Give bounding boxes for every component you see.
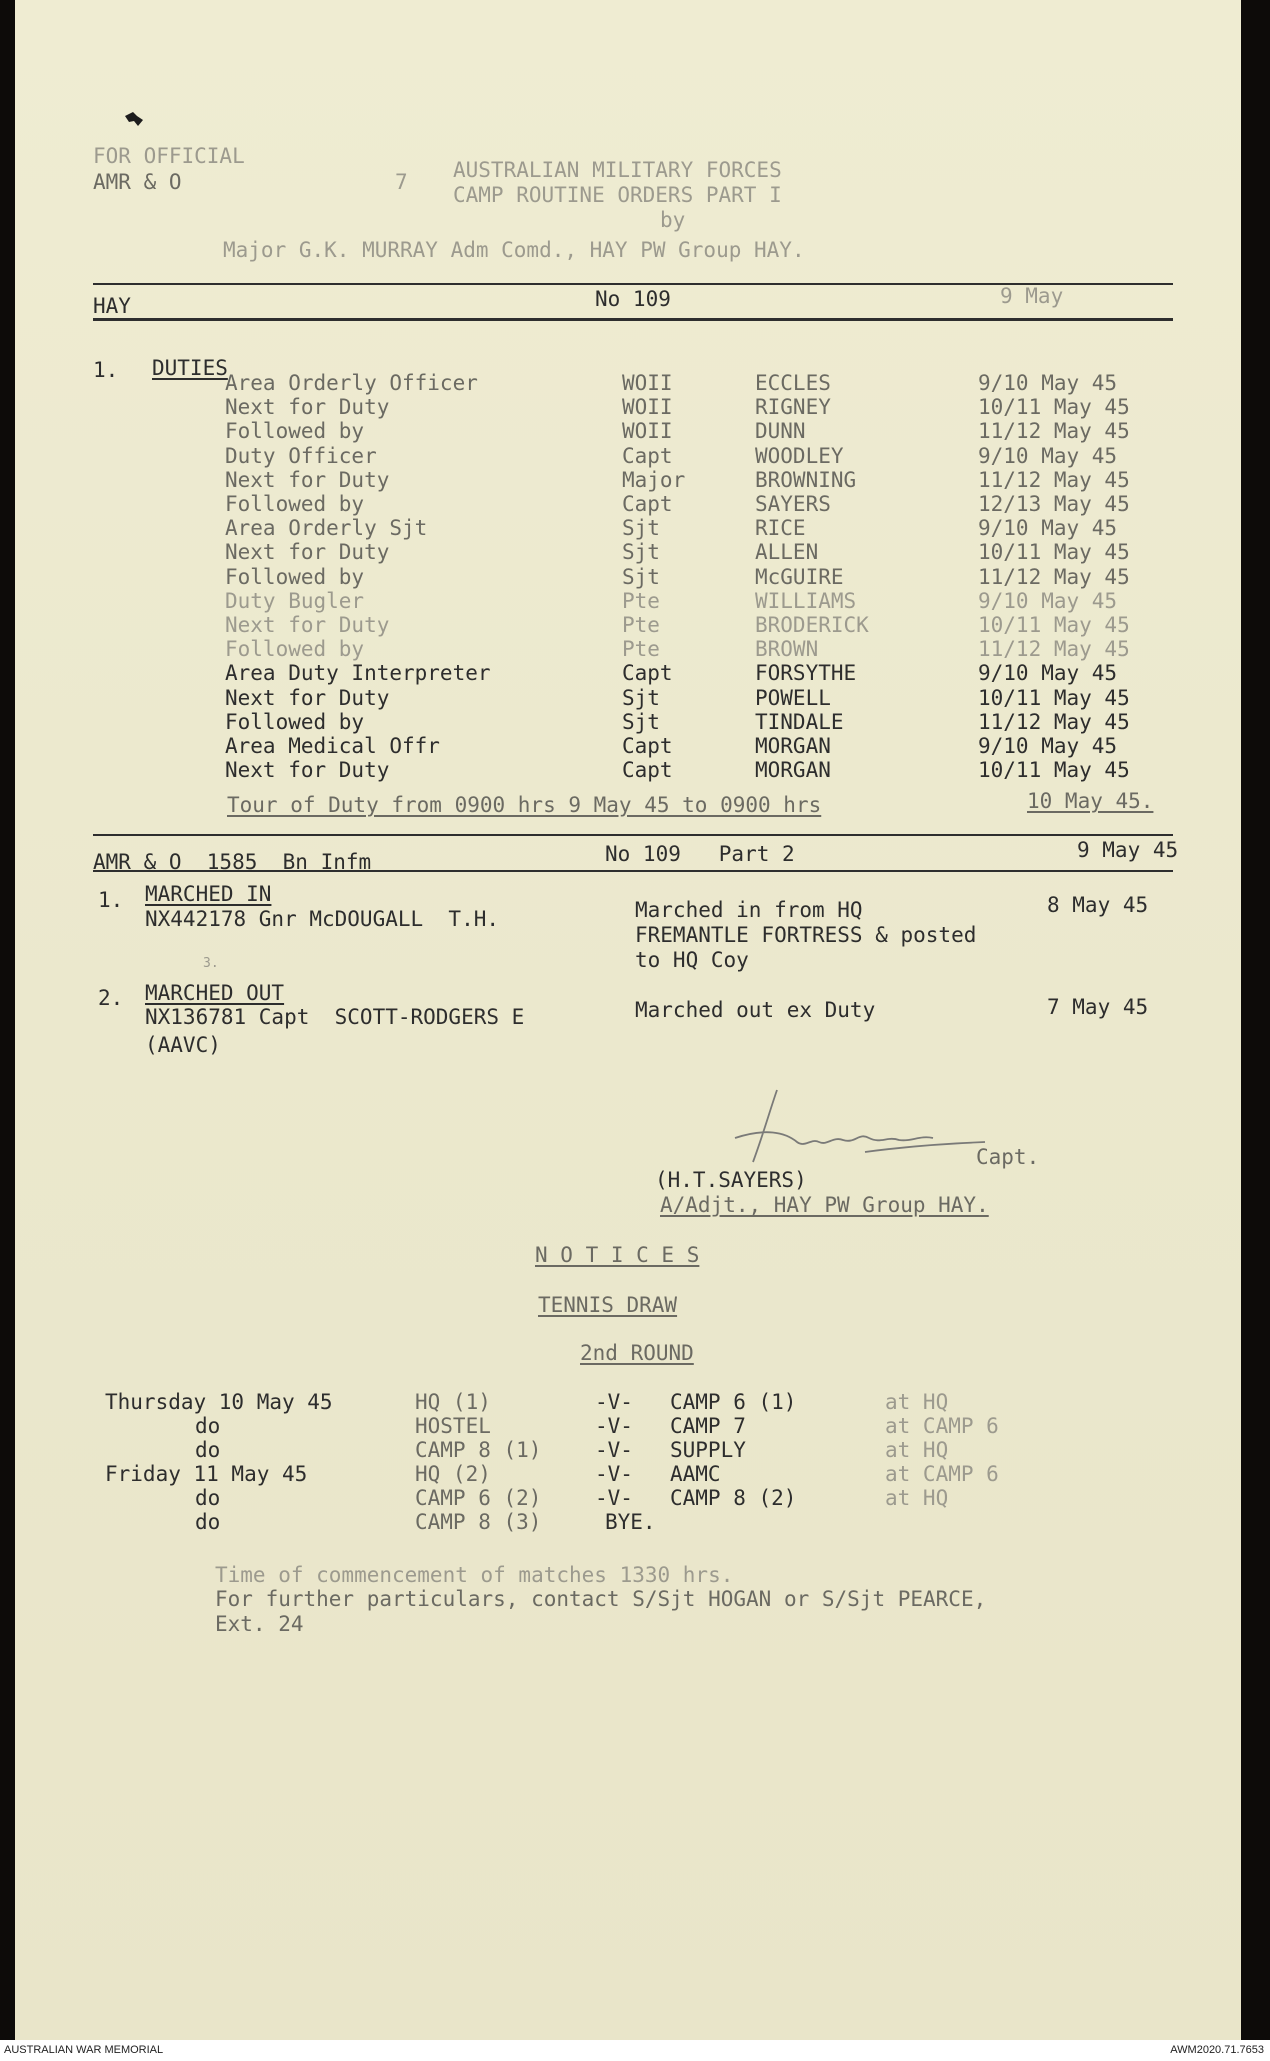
marched-out-unit: (AAVC) [145, 1033, 221, 1057]
match-day: do [195, 1438, 221, 1462]
match-day: do [195, 1414, 221, 1438]
footer-archive: AUSTRALIAN WAR MEMORIAL [4, 2044, 164, 2056]
duty-date: 10/11 May 45 [978, 540, 1130, 564]
duty-rank: Capt [622, 444, 673, 468]
duty-name: RICE [755, 516, 806, 540]
notice-contact: For further particulars, contact S/Sjt HOGAN or S/Sjt PEARCE, [215, 1587, 987, 1611]
duty-name: ALLEN [755, 540, 819, 564]
duty-rank: Sjt [622, 540, 660, 564]
duty-rank: Sjt [622, 516, 660, 540]
match-versus: -V- [595, 1462, 633, 1486]
duty-name: WILLIAMS [755, 589, 857, 613]
part2-rule-bottom [93, 870, 1173, 872]
signature-name: (H.T.SAYERS) [655, 1168, 807, 1192]
duty-name: BROWN [755, 637, 819, 661]
order-place: HAY [93, 294, 131, 318]
match-day: do [195, 1510, 221, 1534]
duty-rank: Sjt [622, 686, 660, 710]
match-venue: at CAMP 6 [885, 1462, 999, 1486]
document-page [15, 0, 1241, 2040]
duty-date: 9/10 May 45 [978, 371, 1118, 395]
duty-name: FORSYTHE [755, 661, 857, 685]
match-home: CAMP 6 (2) [415, 1486, 542, 1510]
duty-name: DUNN [755, 419, 806, 443]
duty-role: Duty Officer [225, 444, 377, 468]
marched-in-date: 8 May 45 [1047, 893, 1149, 917]
marched-out-detail: Marched out ex Duty [635, 998, 876, 1022]
match-venue: at HQ [885, 1486, 949, 1510]
duty-rank: Capt [622, 734, 673, 758]
duty-rank: WOII [622, 371, 673, 395]
match-away: AAMC [670, 1462, 721, 1486]
notice-extension: Ext. 24 [215, 1612, 304, 1636]
duty-role: Followed by [225, 419, 365, 443]
match-venue: at HQ [885, 1438, 949, 1462]
duty-role: Area Medical Offr [225, 734, 440, 758]
header-subtitle: CAMP ROUTINE ORDERS PART I [453, 183, 782, 207]
duty-date: 9/10 May 45 [978, 661, 1118, 685]
duty-role: Next for Duty [225, 613, 390, 637]
match-day: Thursday 10 May 45 [105, 1390, 333, 1414]
marched-in-detail-1: Marched in from HQ [635, 898, 863, 922]
marched-in-detail-2: FREMANTLE FORTRESS & posted [635, 923, 977, 947]
duty-rank: Sjt [622, 710, 660, 734]
marched-out-number: 2. [98, 986, 124, 1010]
footer-reference: AWM2020.71.7653 [1170, 2044, 1264, 2056]
match-away: CAMP 6 (1) [670, 1390, 797, 1414]
duty-date: 11/12 May 45 [978, 637, 1130, 661]
match-home: HOSTEL [415, 1414, 491, 1438]
match-day: Friday 11 May 45 [105, 1462, 308, 1486]
duty-role: Next for Duty [225, 395, 390, 419]
duty-name: SAYERS [755, 492, 831, 516]
header-classification: FOR OFFICIAL [93, 144, 245, 168]
notice-start-time: Time of commencement of matches 1330 hrs. [215, 1563, 734, 1587]
duty-rank: Pte [622, 613, 660, 637]
marched-in-heading: MARCHED IN [145, 882, 272, 906]
duty-rank: WOII [622, 395, 673, 419]
match-away: SUPPLY [670, 1438, 746, 1462]
match-versus: -V- [595, 1414, 633, 1438]
duty-rank: Pte [622, 589, 660, 613]
match-versus: -V- [595, 1390, 633, 1414]
match-venue: at HQ [885, 1390, 949, 1414]
part2-number: No 109 Part 2 [605, 842, 795, 866]
duty-role: Followed by [225, 710, 365, 734]
duty-role: Area Duty Interpreter [225, 661, 491, 685]
marched-out-date: 7 May 45 [1047, 995, 1149, 1019]
duty-name: McGUIRE [755, 565, 844, 589]
duty-role: Duty Bugler [225, 589, 365, 613]
match-versus: -V- [595, 1438, 633, 1462]
header-series: AMR & O [93, 170, 182, 194]
header-author: Major G.K. MURRAY Adm Comd., HAY PW Group HAY. [223, 238, 805, 262]
duty-date: 12/13 May 45 [978, 492, 1130, 516]
match-home: HQ (2) [415, 1462, 491, 1486]
duty-date: 9/10 May 45 [978, 734, 1118, 758]
duty-role: Followed by [225, 492, 365, 516]
match-away: BYE. [605, 1510, 656, 1534]
match-away: CAMP 8 (2) [670, 1486, 797, 1510]
duty-rank: Capt [622, 758, 673, 782]
duties-tour-end: 10 May 45. [1027, 789, 1154, 813]
duty-date: 10/11 May 45 [978, 395, 1130, 419]
duty-name: BROWNING [755, 468, 857, 492]
duty-date: 9/10 May 45 [978, 516, 1118, 540]
duty-name: POWELL [755, 686, 831, 710]
signature-rank: Capt. [976, 1145, 1040, 1169]
marched-out-heading: MARCHED OUT [145, 981, 285, 1005]
ink-blot-icon [123, 110, 145, 128]
marched-in-detail-3: to HQ Coy [635, 948, 749, 972]
marched-in-stray-mark: 3. [203, 956, 219, 971]
duties-number: 1. [93, 358, 119, 382]
duty-rank: WOII [622, 419, 673, 443]
duty-name: BRODERICK [755, 613, 869, 637]
match-away: CAMP 7 [670, 1414, 746, 1438]
duty-rank: Pte [622, 637, 660, 661]
match-home: CAMP 8 (1) [415, 1438, 542, 1462]
tennis-round: 2nd ROUND [580, 1341, 694, 1365]
duty-role: Area Orderly Sjt [225, 516, 428, 540]
duty-rank: Sjt [622, 565, 660, 589]
signature-title: A/Adjt., HAY PW Group HAY. [660, 1193, 989, 1217]
header-by: by [660, 208, 686, 232]
duty-role: Area Orderly Officer [225, 371, 478, 395]
duty-date: 9/10 May 45 [978, 444, 1118, 468]
duty-name: WOODLEY [755, 444, 844, 468]
duty-date: 11/12 May 45 [978, 710, 1130, 734]
marched-in-person: NX442178 Gnr McDOUGALL T.H. [145, 907, 500, 931]
order-date: 9 May [1000, 284, 1064, 308]
duty-rank: Major [622, 468, 686, 492]
duty-date: 11/12 May 45 [978, 468, 1130, 492]
duty-role: Followed by [225, 565, 365, 589]
part2-date: 9 May 45 [1077, 838, 1179, 862]
duty-date: 10/11 May 45 [978, 613, 1130, 637]
duty-date: 9/10 May 45 [978, 589, 1118, 613]
marched-in-number: 1. [98, 888, 124, 912]
duty-name: MORGAN [755, 734, 831, 758]
duty-name: MORGAN [755, 758, 831, 782]
duty-name: TINDALE [755, 710, 844, 734]
duty-role: Next for Duty [225, 540, 390, 564]
match-venue: at CAMP 6 [885, 1414, 999, 1438]
match-home: HQ (1) [415, 1390, 491, 1414]
duty-rank: Capt [622, 492, 673, 516]
duty-date: 10/11 May 45 [978, 758, 1130, 782]
order-number: No 109 [595, 287, 671, 311]
duty-name: ECCLES [755, 371, 831, 395]
duty-role: Next for Duty [225, 758, 390, 782]
header-title: AUSTRALIAN MILITARY FORCES [453, 158, 782, 182]
duty-rank: Capt [622, 661, 673, 685]
duties-tour: Tour of Duty from 0900 hrs 9 May 45 to 0900 hrs [227, 793, 822, 817]
duties-heading: DUTIES [152, 356, 228, 380]
header-series-number: 7 [395, 170, 408, 194]
notices-heading: N O T I C E S [535, 1243, 700, 1267]
marched-out-person: NX136781 Capt SCOTT-RODGERS E [145, 1005, 525, 1029]
duty-date: 10/11 May 45 [978, 686, 1130, 710]
match-home: CAMP 8 (3) [415, 1510, 542, 1534]
duty-name: RIGNEY [755, 395, 831, 419]
duty-date: 11/12 May 45 [978, 419, 1130, 443]
duty-date: 11/12 May 45 [978, 565, 1130, 589]
notices-subheading: TENNIS DRAW [538, 1293, 678, 1317]
match-versus: -V- [595, 1486, 633, 1510]
duty-role: Next for Duty [225, 686, 390, 710]
part2-series: AMR & O 1585 Bn Infm [93, 850, 372, 874]
match-day: do [195, 1486, 221, 1510]
duty-role: Next for Duty [225, 468, 390, 492]
order-rule [93, 318, 1173, 321]
duty-role: Followed by [225, 637, 365, 661]
part2-rule-top [93, 834, 1173, 836]
